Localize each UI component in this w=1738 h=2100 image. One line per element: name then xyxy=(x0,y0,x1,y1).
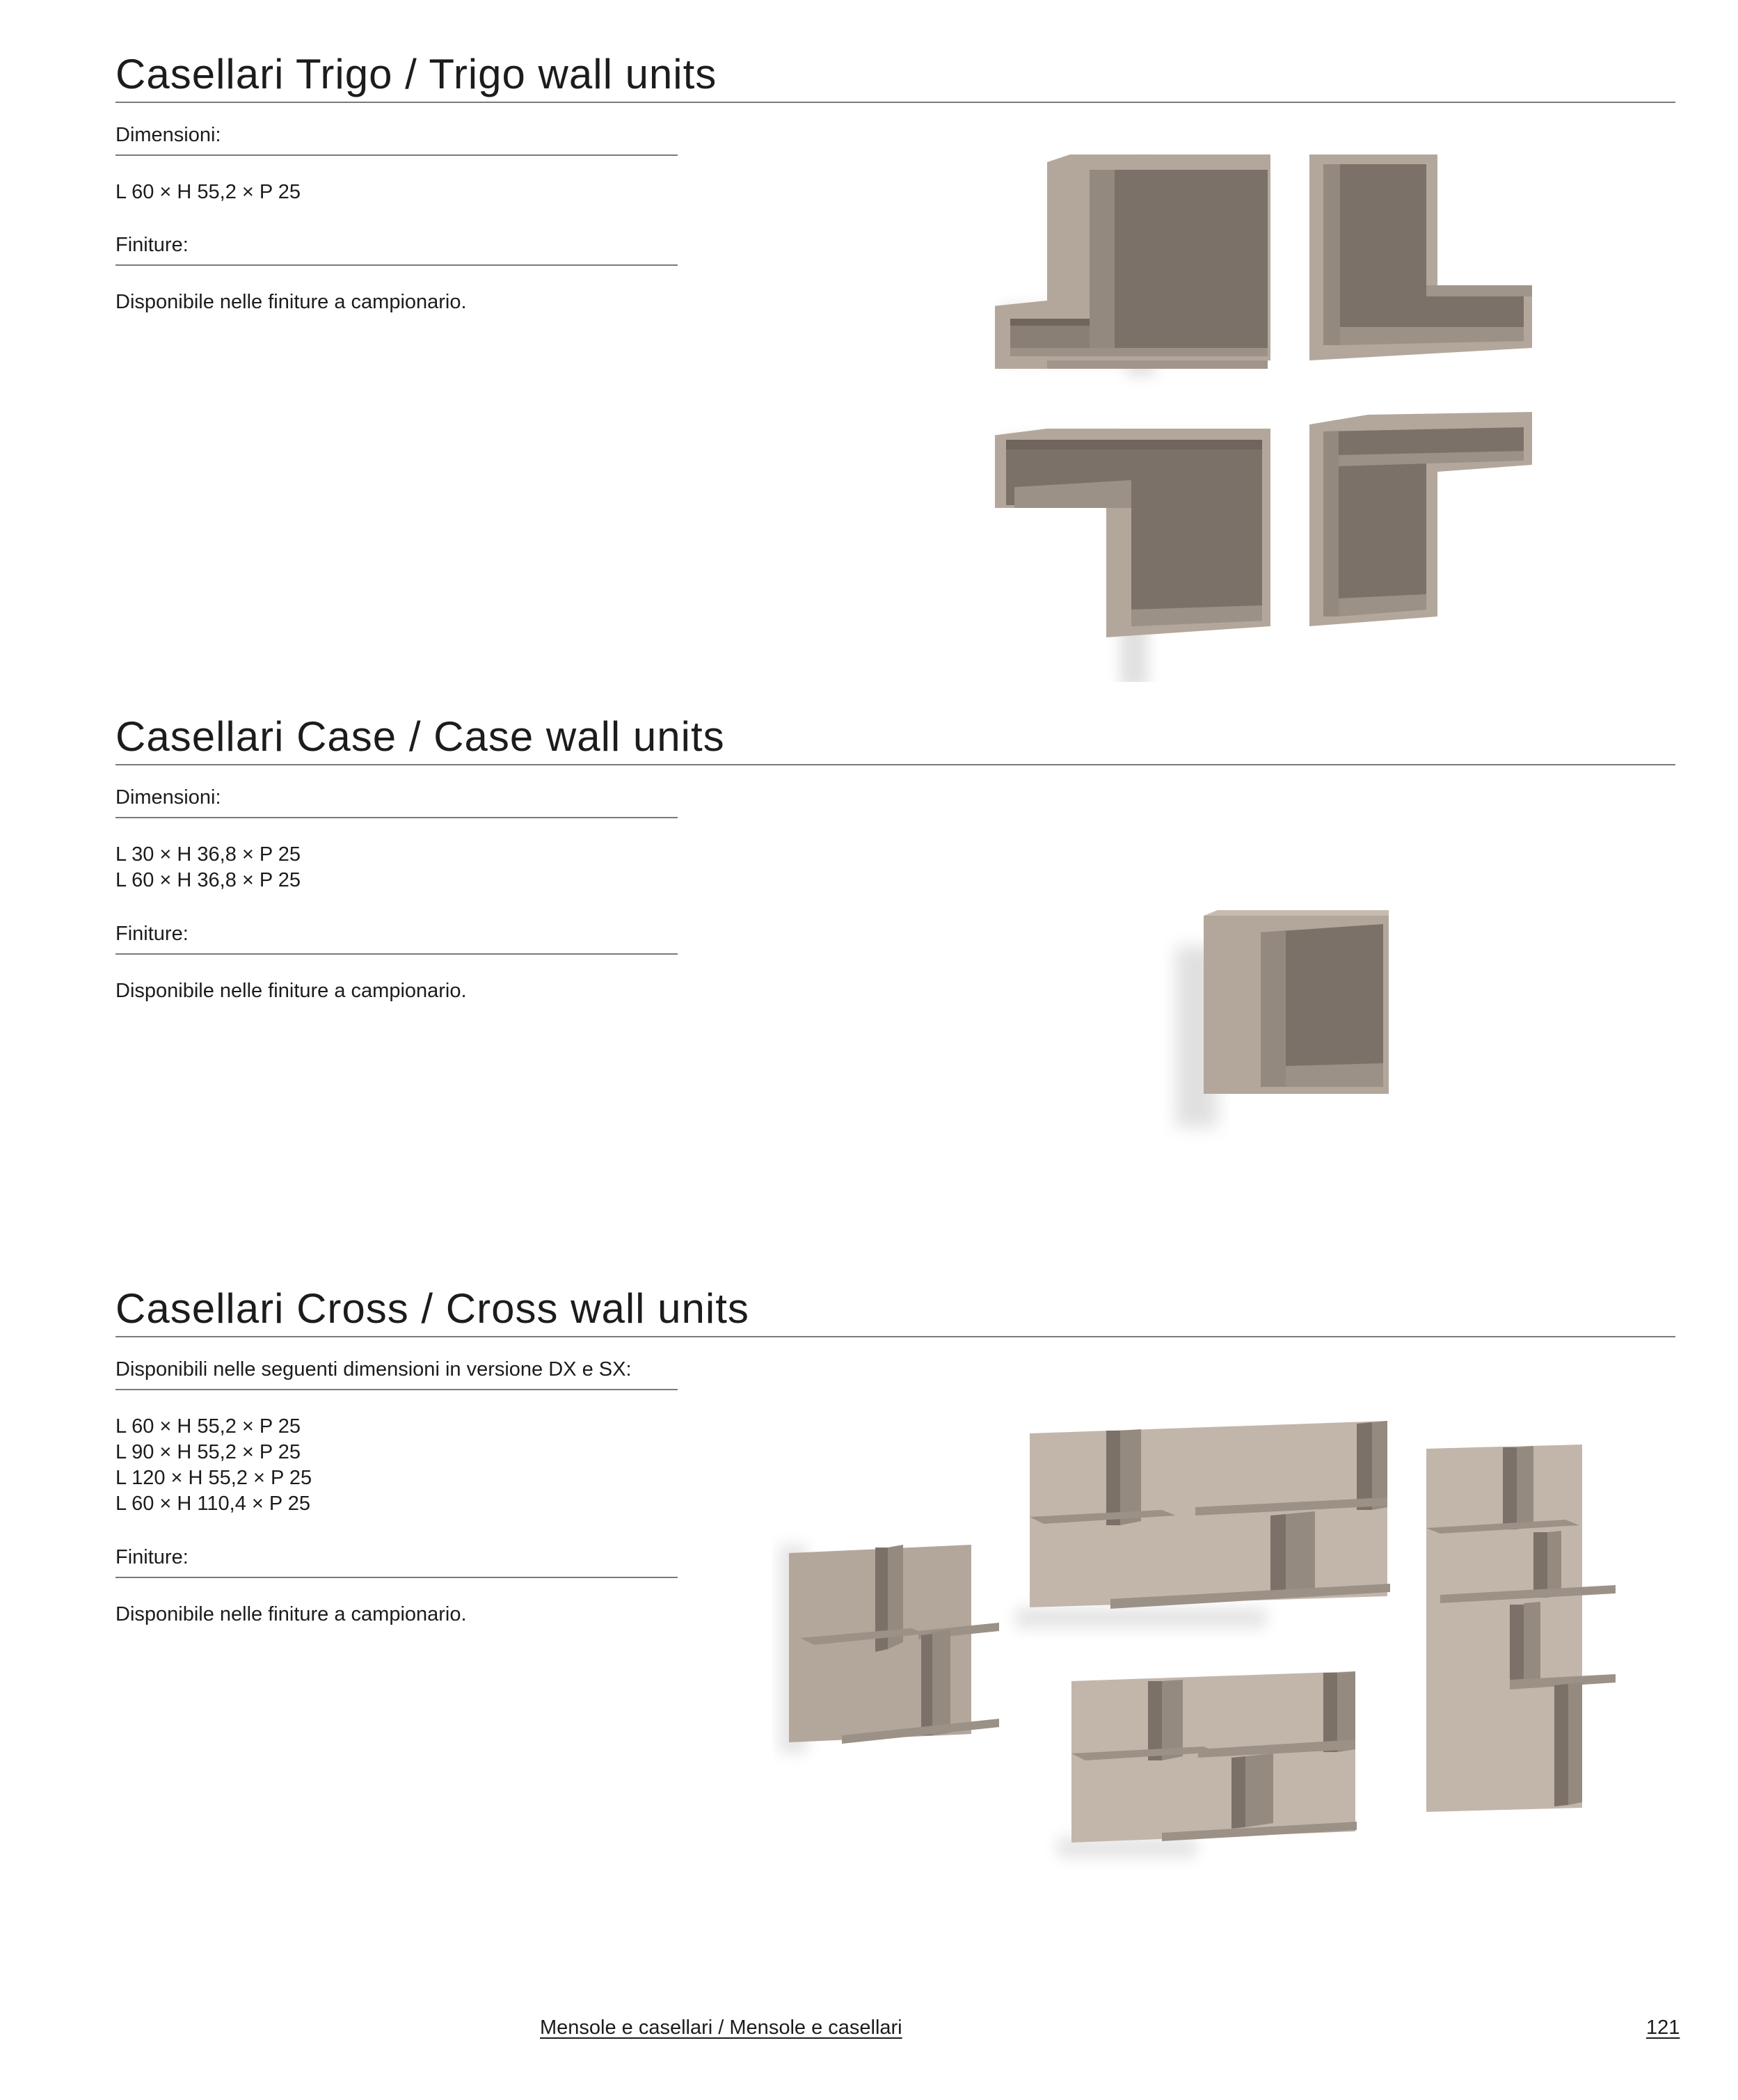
section-cross xyxy=(115,1284,1675,1625)
section-title: Casellari Cross / Cross wall units xyxy=(115,1285,749,1332)
section-trigo xyxy=(115,50,1675,313)
case-unit xyxy=(1204,910,1389,1094)
trigo-unit-bottom-right xyxy=(1309,412,1532,626)
cross-unit-right-tall xyxy=(1426,1445,1616,1812)
dimensions-label: Dimensioni: xyxy=(115,786,221,809)
finish-value: Disponibile nelle finiture a campionario. xyxy=(115,980,467,1002)
cross-unit-left xyxy=(789,1545,999,1744)
label-divider xyxy=(115,953,678,955)
page-number[interactable]: 121 xyxy=(1646,2017,1680,2039)
dimension-value: L 30 × H 36,8 × P 25 xyxy=(115,843,301,866)
finishes-label: Finiture: xyxy=(115,923,189,945)
title-divider xyxy=(115,1336,1675,1337)
trigo-unit-top-right xyxy=(1309,154,1532,360)
cross-units-illustration xyxy=(772,1406,1628,1907)
finishes-label: Finiture: xyxy=(115,234,189,256)
case-unit-illustration xyxy=(1155,905,1405,1155)
trigo-unit-bottom-left xyxy=(995,429,1270,637)
label-divider xyxy=(115,817,678,818)
dimension-value: L 60 × H 110,4 × P 25 xyxy=(115,1493,311,1515)
cross-unit-top-large xyxy=(1030,1421,1390,1609)
dimension-value: L 60 × H 55,2 × P 25 xyxy=(115,181,301,203)
trigo-units-illustration xyxy=(995,139,1552,682)
dimensions-label: Disponibili nelle seguenti dimensioni in versione DX e SX: xyxy=(115,1358,632,1381)
finish-value: Disponibile nelle finiture a campionario. xyxy=(115,291,467,313)
label-divider xyxy=(115,1577,678,1578)
dimension-value: L 120 × H 55,2 × P 25 xyxy=(115,1467,312,1489)
label-divider xyxy=(115,154,678,156)
dimension-value: L 60 × H 55,2 × P 25 xyxy=(115,1415,301,1438)
cross-unit-bottom-medium xyxy=(1071,1671,1357,1843)
finish-value: Disponibile nelle finiture a campionario. xyxy=(115,1603,467,1625)
trigo-unit-top-left xyxy=(995,154,1270,369)
finishes-label: Finiture: xyxy=(115,1546,189,1568)
label-divider xyxy=(115,1389,678,1390)
dimensions-label: Dimensioni: xyxy=(115,124,221,146)
section-title: Casellari Trigo / Trigo wall units xyxy=(115,51,717,97)
section-case xyxy=(115,713,1675,1002)
title-divider xyxy=(115,764,1675,765)
title-divider xyxy=(115,102,1675,103)
label-divider xyxy=(115,264,678,266)
dimension-value: L 90 × H 55,2 × P 25 xyxy=(115,1441,301,1463)
dimension-value: L 60 × H 36,8 × P 25 xyxy=(115,869,301,891)
section-title: Casellari Case / Case wall units xyxy=(115,713,725,760)
footer-section-link[interactable]: Mensole e casellari / Mensole e casellari xyxy=(540,2017,902,2039)
